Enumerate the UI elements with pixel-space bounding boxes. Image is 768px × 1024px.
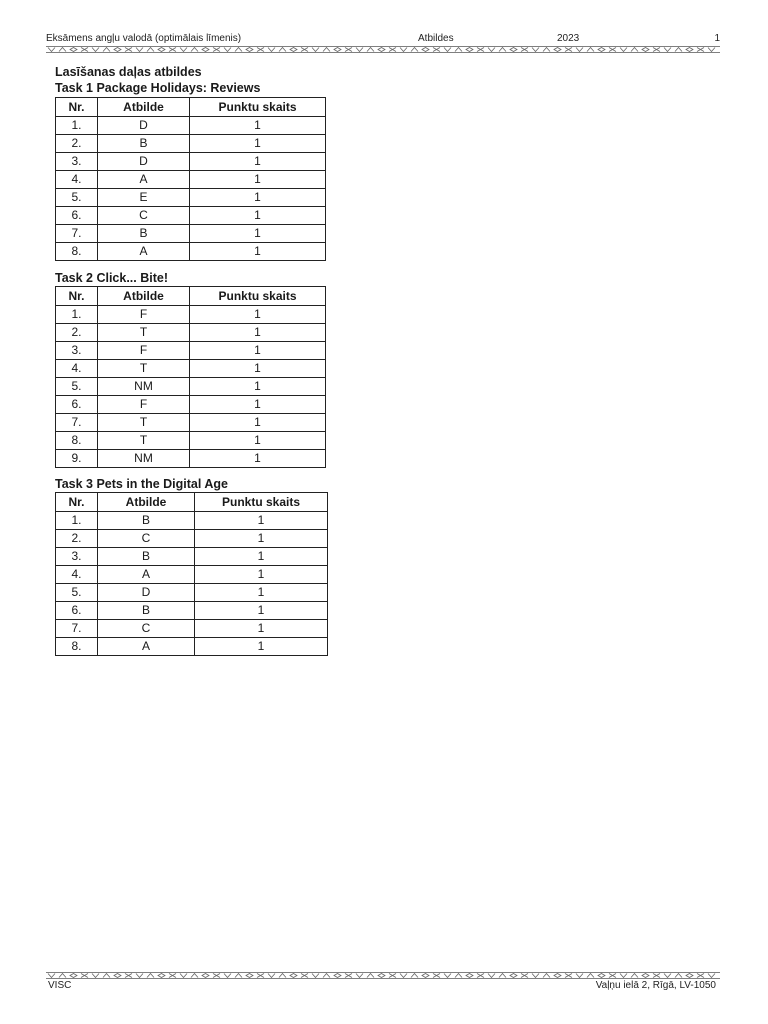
table-row bbox=[56, 602, 328, 620]
cell-answer: D bbox=[98, 153, 190, 171]
cell-answer: NM bbox=[98, 378, 190, 396]
cell-points: 1 bbox=[190, 378, 326, 396]
cell-nr: 3. bbox=[56, 342, 98, 360]
table-row bbox=[56, 342, 326, 360]
cell-nr: 7. bbox=[56, 225, 98, 243]
cell-points: 1 bbox=[190, 306, 326, 324]
col-header-nr: Nr. bbox=[56, 287, 98, 306]
cell-nr: 6. bbox=[56, 602, 98, 620]
doc-type: Atbildes bbox=[418, 33, 454, 44]
table-row bbox=[56, 638, 328, 656]
cell-nr: 1. bbox=[56, 512, 98, 530]
cell-points: 1 bbox=[190, 153, 326, 171]
cell-nr: 4. bbox=[56, 360, 98, 378]
cell-answer: B bbox=[98, 602, 195, 620]
table-row bbox=[56, 620, 328, 638]
cell-answer: T bbox=[98, 360, 190, 378]
table-row bbox=[56, 548, 328, 566]
cell-answer: E bbox=[98, 189, 190, 207]
cell-points: 1 bbox=[195, 620, 328, 638]
cell-nr: 7. bbox=[56, 414, 98, 432]
cell-nr: 4. bbox=[56, 171, 98, 189]
table-row bbox=[56, 360, 326, 378]
cell-answer: A bbox=[98, 566, 195, 584]
task-1-block bbox=[55, 80, 328, 261]
cell-nr: 8. bbox=[56, 432, 98, 450]
col-header-answer: Atbilde bbox=[98, 493, 195, 512]
cell-answer: C bbox=[98, 207, 190, 225]
table-row bbox=[56, 225, 326, 243]
cell-points: 1 bbox=[195, 530, 328, 548]
table-row bbox=[56, 243, 326, 261]
cell-answer: D bbox=[98, 117, 190, 135]
cell-answer: A bbox=[98, 171, 190, 189]
cell-nr: 4. bbox=[56, 566, 98, 584]
table-row bbox=[56, 530, 328, 548]
table-row bbox=[56, 512, 328, 530]
table-row bbox=[56, 207, 326, 225]
cell-nr: 2. bbox=[56, 135, 98, 153]
cell-nr: 5. bbox=[56, 584, 98, 602]
cell-answer: T bbox=[98, 414, 190, 432]
cell-nr: 7. bbox=[56, 620, 98, 638]
col-header-points: Punktu skaits bbox=[190, 287, 326, 306]
table-row bbox=[56, 135, 326, 153]
table-row bbox=[56, 414, 326, 432]
page-header bbox=[46, 33, 720, 47]
footer-address: Vaļņu ielā 2, Rīgā, LV-1050 bbox=[595, 980, 716, 991]
cell-answer: T bbox=[98, 432, 190, 450]
table-row bbox=[56, 306, 326, 324]
page-number: 1 bbox=[714, 33, 720, 44]
table-row bbox=[56, 189, 326, 207]
table-row bbox=[56, 324, 326, 342]
cell-points: 1 bbox=[190, 225, 326, 243]
exam-title: Eksāmens angļu valodā (optimālais līmenis) bbox=[46, 33, 242, 44]
cell-answer: A bbox=[98, 638, 195, 656]
cell-answer: F bbox=[98, 306, 190, 324]
task-2-title: Task 2 Click... Bite! bbox=[55, 271, 169, 285]
table-row bbox=[56, 584, 328, 602]
table-row bbox=[56, 117, 326, 135]
task-1-title: Task 1 Package Holidays: Reviews bbox=[55, 81, 261, 95]
task-3-title: Task 3 Pets in the Digital Age bbox=[55, 477, 228, 491]
answer-content bbox=[55, 64, 328, 656]
page-footer bbox=[46, 980, 716, 994]
cell-points: 1 bbox=[195, 512, 328, 530]
cell-nr: 6. bbox=[56, 207, 98, 225]
cell-points: 1 bbox=[190, 243, 326, 261]
cell-points: 1 bbox=[190, 135, 326, 153]
exam-year: 2023 bbox=[557, 33, 580, 44]
footer-ornament-border bbox=[46, 972, 720, 979]
cell-points: 1 bbox=[190, 171, 326, 189]
table-header-row bbox=[56, 287, 326, 306]
task-2-block bbox=[55, 270, 328, 468]
cell-nr: 5. bbox=[56, 189, 98, 207]
cell-points: 1 bbox=[195, 548, 328, 566]
cell-answer: B bbox=[98, 225, 190, 243]
col-header-points: Punktu skaits bbox=[195, 493, 328, 512]
cell-nr: 2. bbox=[56, 324, 98, 342]
col-header-answer: Atbilde bbox=[98, 98, 190, 117]
cell-nr: 5. bbox=[56, 378, 98, 396]
cell-nr: 1. bbox=[56, 117, 98, 135]
cell-answer: C bbox=[98, 620, 195, 638]
cell-nr: 8. bbox=[56, 638, 98, 656]
col-header-nr: Nr. bbox=[56, 493, 98, 512]
header-ornament-border bbox=[46, 46, 720, 53]
col-header-answer: Atbilde bbox=[98, 287, 190, 306]
cell-points: 1 bbox=[190, 432, 326, 450]
cell-answer: B bbox=[98, 548, 195, 566]
table-header-row bbox=[56, 493, 328, 512]
table-row bbox=[56, 432, 326, 450]
cell-answer: C bbox=[98, 530, 195, 548]
cell-nr: 2. bbox=[56, 530, 98, 548]
cell-points: 1 bbox=[190, 207, 326, 225]
col-header-nr: Nr. bbox=[56, 98, 98, 117]
cell-points: 1 bbox=[190, 117, 326, 135]
table-row bbox=[56, 566, 328, 584]
task-1-table bbox=[55, 97, 326, 261]
cell-points: 1 bbox=[190, 324, 326, 342]
table-row bbox=[56, 396, 326, 414]
table-row bbox=[56, 153, 326, 171]
cell-nr: 6. bbox=[56, 396, 98, 414]
cell-points: 1 bbox=[190, 189, 326, 207]
task-3-block bbox=[55, 476, 328, 656]
col-header-points: Punktu skaits bbox=[190, 98, 326, 117]
cell-points: 1 bbox=[190, 396, 326, 414]
cell-nr: 3. bbox=[56, 548, 98, 566]
cell-points: 1 bbox=[195, 602, 328, 620]
cell-answer: A bbox=[98, 243, 190, 261]
cell-answer: D bbox=[98, 584, 195, 602]
cell-nr: 1. bbox=[56, 306, 98, 324]
table-row bbox=[56, 378, 326, 396]
table-header-row bbox=[56, 98, 326, 117]
table-row bbox=[56, 450, 326, 468]
cell-points: 1 bbox=[190, 450, 326, 468]
task-3-table bbox=[55, 492, 328, 656]
cell-nr: 8. bbox=[56, 243, 98, 261]
cell-points: 1 bbox=[190, 414, 326, 432]
cell-nr: 9. bbox=[56, 450, 98, 468]
cell-answer: B bbox=[98, 512, 195, 530]
cell-answer: F bbox=[98, 342, 190, 360]
cell-nr: 3. bbox=[56, 153, 98, 171]
section-title: Lasīšanas daļas atbildes bbox=[55, 65, 202, 79]
cell-answer: F bbox=[98, 396, 190, 414]
cell-points: 1 bbox=[195, 584, 328, 602]
footer-org: VISC bbox=[48, 980, 72, 991]
cell-answer: B bbox=[98, 135, 190, 153]
cell-answer: NM bbox=[98, 450, 190, 468]
cell-answer: T bbox=[98, 324, 190, 342]
task-2-table bbox=[55, 286, 326, 468]
table-row bbox=[56, 171, 326, 189]
cell-points: 1 bbox=[190, 360, 326, 378]
cell-points: 1 bbox=[190, 342, 326, 360]
cell-points: 1 bbox=[195, 566, 328, 584]
cell-points: 1 bbox=[195, 638, 328, 656]
